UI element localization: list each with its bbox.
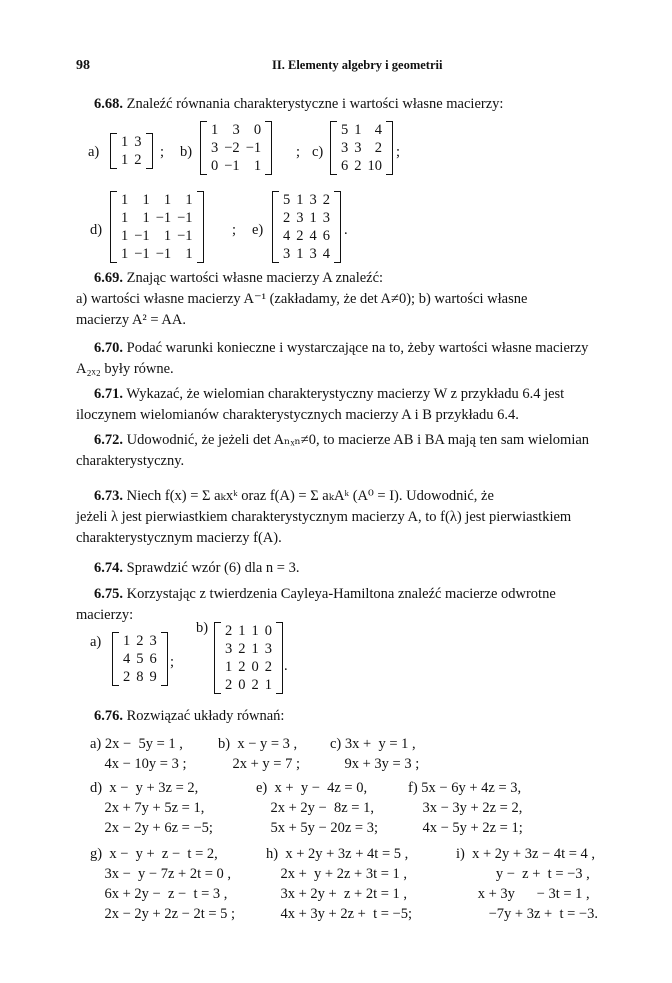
- system-e: e) x + y − 4z = 0, 2x + 2y − 8z = 1, 5x + 5y − 20z = 3;: [256, 780, 378, 836]
- matrix-d: 1 1 1 1 1 1 −1 −1 1 −1 1 −1 1 −1 −1 1: [110, 191, 204, 263]
- page-number: 98: [76, 58, 90, 73]
- matrix-separator: ;: [160, 144, 165, 160]
- problem-6-71: 6.71. Wykazać, że wielomian charakterystyczny macierzy W z przykładu 6.4 jest iloczynem wielomianów charakterystycznych macierzy A i B przykładu 6.4.: [76, 386, 565, 423]
- matrix-a-label: a): [90, 634, 102, 650]
- matrix-675-b: 2 1 1 0 3 2 1 3 1 2 0 2 2 0 2 1: [214, 622, 283, 694]
- problem-6-70: 6.70. Podać warunki konieczne i wystarczające na to, żeby wartości własne macierzy A₂ₓ₂ były równe.: [76, 340, 589, 377]
- matrix-e: 5 1 3 2 2 3 1 3 4 2 4 6 3 1 3 4: [272, 191, 341, 263]
- matrix-e-label: e): [252, 222, 264, 238]
- matrix-c: 5 1 4 3 3 2 6 2 10: [330, 121, 393, 175]
- system-g: g) x − y + z − t = 2, 3x − y − 7z + 2t = 0 , 6x + 2y − z − t = 3 , 2x − 2y + 2z − 2t = 5 ;: [90, 846, 236, 922]
- problem-text: Znaleźć równania charakterystyczne i wartości własne macierzy:: [126, 96, 504, 112]
- matrix-separator: .: [284, 658, 288, 674]
- problem-6-74: 6.74. Sprawdzić wzór (6) dla n = 3.: [94, 560, 300, 576]
- running-title: II. Elementy algebry i geometrii: [272, 58, 443, 72]
- system-f: f) 5x − 6y + 4z = 3, 3x − 3y + 2z = 2, 4x − 5y + 2z = 1;: [408, 780, 523, 836]
- matrix-separator: ;: [232, 222, 237, 238]
- matrix-separator: ;: [170, 654, 175, 670]
- system-i: i) x + 2y + 3z − 4t = 4 , y − z + t = −3 , x + 3y − 3t = 1 , −7y + 3z + t = −3.: [456, 846, 598, 922]
- system-h: h) x + 2y + 3z + 4t = 5 , 2x + y + 2z + 3t = 1 , 3x + 2y + z + 2t = 1 , 4x + 3y + 2z + t = −5;: [266, 846, 413, 922]
- matrix-c-label: c): [312, 144, 324, 160]
- matrix-separator: .: [344, 222, 348, 238]
- matrix-b: 1 3 0 3 −2 −1 0 −1 1: [200, 121, 272, 175]
- problem-6-68: [76, 94, 650, 115]
- matrix-a-label: a): [88, 144, 100, 160]
- problem-number: 6.68.: [94, 96, 123, 112]
- matrix-separator: ;: [296, 144, 301, 160]
- matrix-b-label: b): [180, 144, 193, 160]
- system-c: c) 3x + y = 1 , 9x + 3y = 3 ;: [330, 736, 420, 772]
- matrix-b-label: b): [196, 620, 209, 636]
- problem-6-72: 6.72. Udowodnić, że jeżeli det Aₙₓₙ≠0, to macierze AB i BA mają ten sam wielomian charakterystyczny.: [76, 432, 590, 469]
- system-d: d) x − y + 3z = 2, 2x + 7y + 5z = 1, 2x − 2y + 6z = −5;: [90, 780, 213, 836]
- problem-6-76: 6.76. Rozwiązać układy równań:: [94, 708, 285, 724]
- matrix-675-a: 1 2 3 4 5 6 2 8 9: [112, 632, 168, 686]
- system-a: a) 2x − 5y = 1 , 4x − 10y = 3 ;: [90, 736, 187, 772]
- matrix-a: 1 3 1 2: [110, 133, 153, 169]
- problem-6-73: 6.73. Niech f(x) = Σ aₖxᵏ oraz f(A) = Σ aₖAᵏ (A⁰ = I). Udowodnić, że jeżeli λ jest pierwiastkiem charakterystycznym macierzy A, to f(λ) jest pierwiastkiem charakterystycznym macierzy f(A).: [76, 488, 572, 546]
- problem-6-69: 6.69. Znając wartości własne macierzy A znaleźć: a) wartości własne macierzy A⁻¹ (zakładamy, że det A≠0); b) wartości własne macierzy A² = AA.: [76, 270, 528, 328]
- matrix-d-label: d): [90, 222, 103, 238]
- system-b: b) x − y = 3 , 2x + y = 7 ;: [218, 736, 301, 772]
- problem-6-75: 6.75. Korzystając z twierdzenia Cayleya-Hamiltona znaleźć macierze odwrotne macierzy:: [76, 586, 556, 623]
- matrix-separator: ;: [396, 144, 401, 160]
